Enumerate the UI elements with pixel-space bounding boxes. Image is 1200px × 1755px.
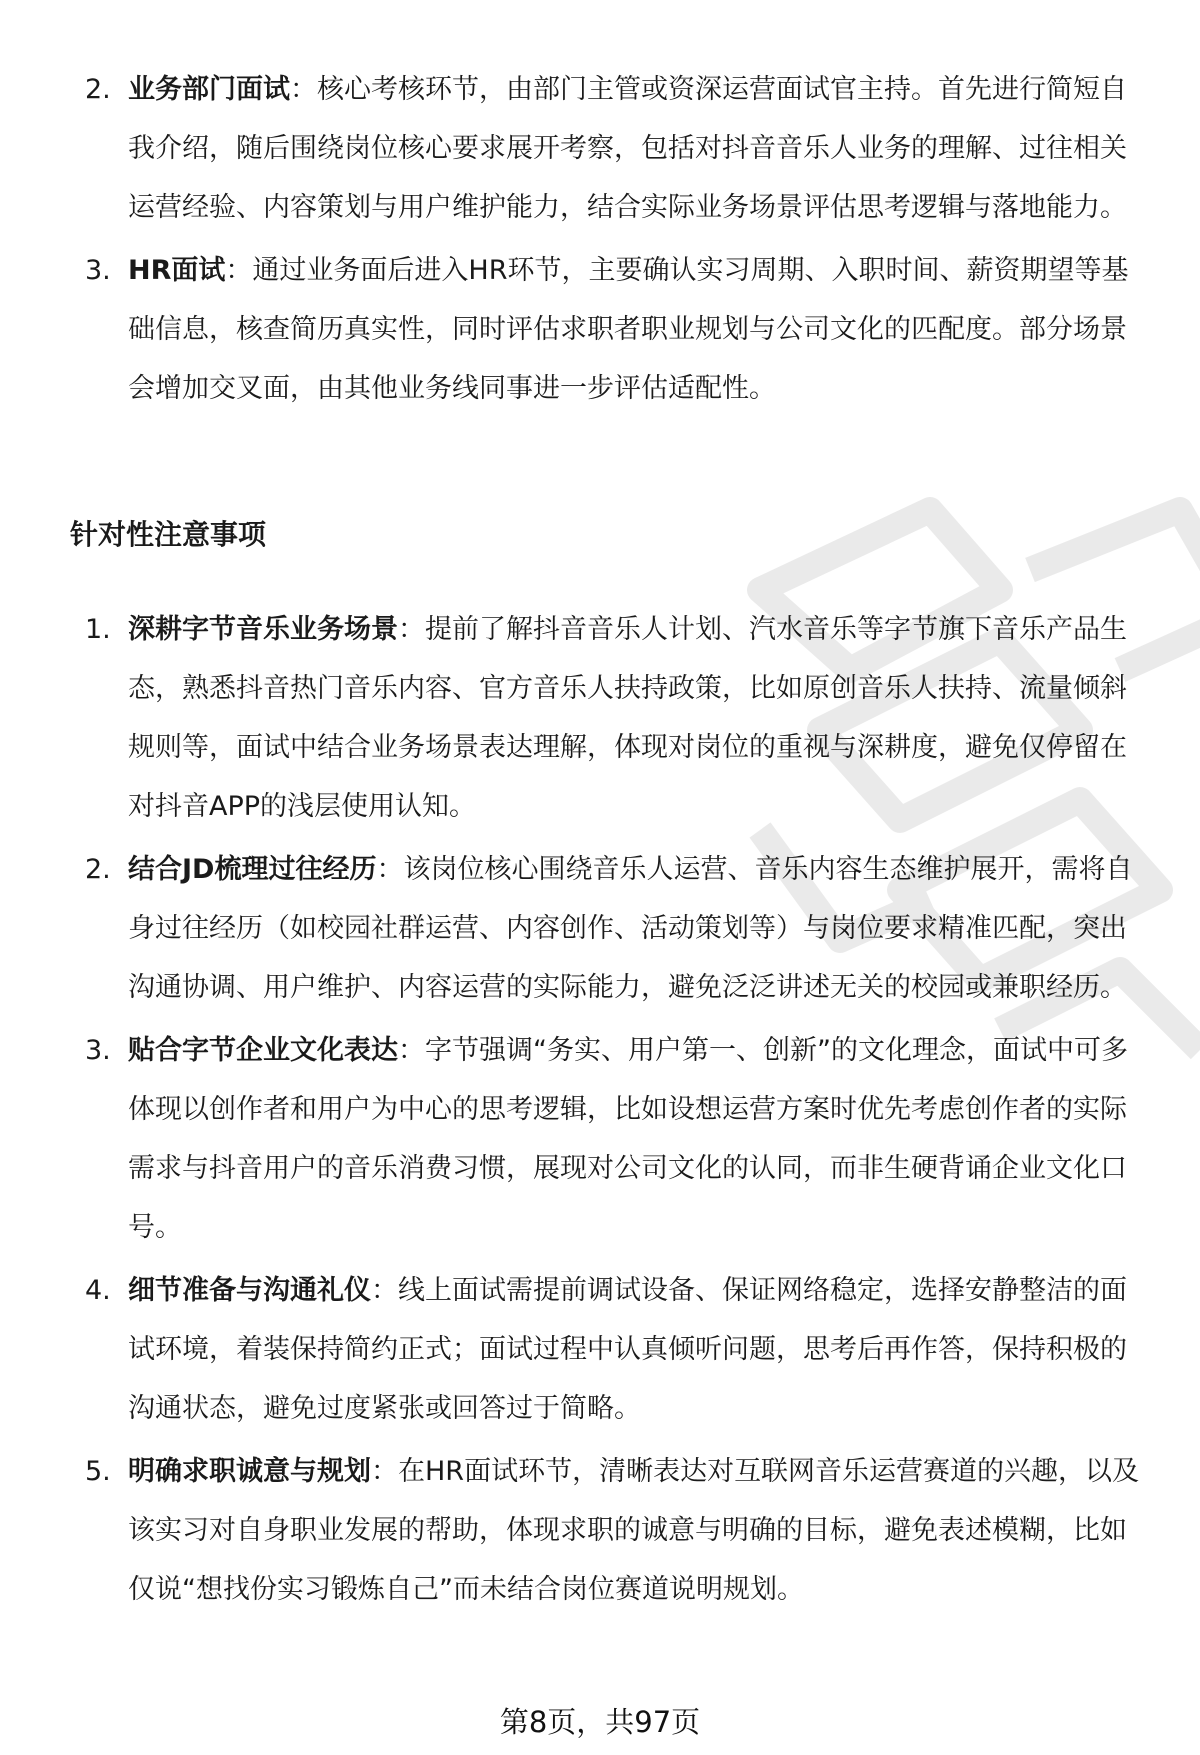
list-item-number: 1.	[85, 614, 111, 645]
list-item	[0, 241, 1200, 418]
list-item-text: 线上面试需提前调试设备、保证网络稳定，选择安静整洁的面试环境，着装保持简约正式；面试过程中认真倾听问题，思考后再作答，保持积极的沟通状态，避免过度紧张或回答过于简略。	[128, 1275, 1127, 1424]
list-item-separator: ：	[398, 1035, 425, 1066]
list-item-separator: ：	[371, 1456, 398, 1487]
list-item-term: 业务部门面试	[128, 74, 290, 105]
list-item-text: 字节强调“务实、用户第一、创新”的文化理念，面试中可多体现以创作者和用户为中心的思考逻辑，比如设想运营方案时优先考虑创作者的实际需求与抖音用户的音乐消费习惯，展现对公司文化的认同，而非生硬背诵企业文化口号。	[128, 1035, 1128, 1243]
list-item-number: 3.	[85, 1035, 111, 1066]
list-item	[0, 1261, 1200, 1438]
list-item-number: 3.	[85, 255, 111, 286]
list-item-term: 明确求职诚意与规划	[128, 1456, 371, 1487]
list-item-number: 4.	[85, 1275, 111, 1306]
list-item-text: 通过业务面后进入HR环节，主要确认实习周期、入职时间、薪资期望等基础信息，核查简历真实性，同时评估求职者职业规划与公司文化的匹配度。部分场景会增加交叉面，由其他业务线同事进一步评估适配性。	[128, 255, 1129, 404]
list-item-separator: ：	[398, 614, 425, 645]
list-item-term: 细节准备与沟通礼仪	[128, 1275, 371, 1306]
list-item-number: 5.	[85, 1456, 111, 1487]
list-item	[0, 600, 1200, 836]
list-item	[0, 1442, 1200, 1619]
interview-rounds-list	[0, 60, 1200, 418]
list-item-text: 在HR面试环节，清晰表达对互联网音乐运营赛道的兴趣，以及该实习对自身职业发展的帮助，体现求职的诚意与明确的目标，避免表述模糊，比如仅说“想找份实习锻炼自己”而未结合岗位赛道说明规划。	[128, 1456, 1140, 1605]
list-item	[0, 1021, 1200, 1257]
list-item-text: 核心考核环节，由部门主管或资深运营面试官主持。首先进行简短自我介绍，随后围绕岗位核心要求展开考察，包括对抖音音乐人业务的理解、过往相关运营经验、内容策划与用户维护能力，结合实际业务场景评估思考逻辑与落地能力。	[128, 74, 1127, 223]
tips-list	[0, 600, 1200, 1619]
section-heading: 针对性注意事项	[70, 518, 267, 551]
list-item-separator: ：	[225, 255, 253, 286]
list-item-text: 提前了解抖音音乐人计划、汽水音乐等字节旗下音乐产品生态，熟悉抖音热门音乐内容、官方音乐人扶持政策，比如原创音乐人扶持、流量倾斜规则等，面试中结合业务场景表达理解，体现对岗位的重视与深耕度，避免仅停留在对抖音APP的浅层使用认知。	[128, 614, 1127, 822]
list-item-term: HR面试	[128, 255, 226, 286]
list-item-separator: ：	[371, 1275, 398, 1306]
list-item	[0, 840, 1200, 1017]
list-item-number: 2.	[85, 854, 111, 885]
page-footer: 第8页，共97页	[499, 1705, 701, 1739]
list-item-text: 该岗位核心围绕音乐人运营、音乐内容生态维护展开，需将自身过往经历（如校园社群运营、内容创作、活动策划等）与岗位要求精准匹配，突出沟通协调、用户维护、内容运营的实际能力，避免泛泛讲述无关的校园或兼职经历。	[128, 854, 1133, 1003]
list-item-term: 结合JD梳理过往经历	[128, 854, 377, 885]
list-item-number: 2.	[85, 74, 111, 105]
list-item-separator: ：	[290, 74, 317, 105]
list-item-term: 贴合字节企业文化表达	[128, 1035, 398, 1066]
list-item-separator: ：	[376, 854, 404, 885]
list-item-term: 深耕字节音乐业务场景	[128, 614, 398, 645]
list-item	[0, 60, 1200, 237]
